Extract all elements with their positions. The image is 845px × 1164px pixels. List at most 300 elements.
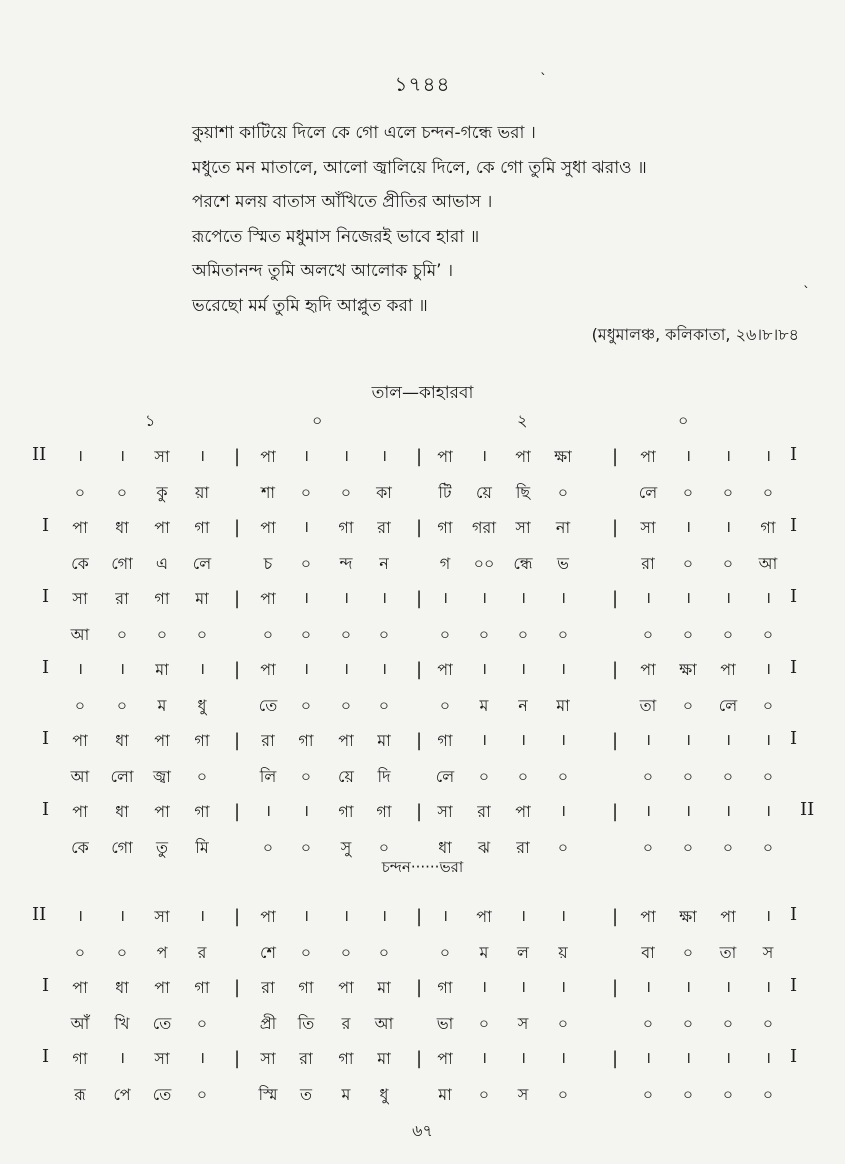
lyric-syllable: দি: [377, 767, 391, 786]
lyric-syllable: ০: [439, 625, 451, 644]
swara-note: ।: [118, 906, 126, 925]
lyric-syllable: ০: [74, 696, 86, 715]
swara-note: ।: [76, 446, 84, 465]
lyric-syllable: ০: [378, 838, 390, 857]
swara-note: ।: [380, 446, 388, 465]
lyric-line: অমিতানন্দ তুমি অলখে আলোক চুমি’ ।: [192, 261, 454, 281]
swara-note: না: [555, 518, 571, 537]
swara-note: মা: [155, 660, 169, 679]
bar-line-end: I: [790, 586, 798, 607]
vibhag-divider: |: [234, 588, 241, 609]
swara-note: রা: [299, 1049, 313, 1068]
notes-row: [0, 971, 845, 1007]
lyric-syllable: য়: [558, 943, 568, 962]
swara-note: গা: [437, 731, 453, 750]
lyric-syllable: ০: [340, 943, 352, 962]
swara-note: ।: [198, 906, 206, 925]
lyric-syllable: প: [156, 943, 168, 962]
swara-note: ।: [76, 906, 84, 925]
bar-line-end: I: [790, 728, 798, 749]
vibhag-divider: |: [612, 977, 619, 998]
swara-note: ।: [380, 588, 388, 607]
bar-line-end: I: [790, 444, 798, 465]
swara-note: সা: [154, 1049, 170, 1068]
lyric-syllable: ০: [557, 838, 569, 857]
swara-note: ।: [480, 730, 488, 749]
swara-note: পা: [72, 802, 88, 821]
bar-line-end: I: [790, 515, 798, 536]
lyric-syllable: রা: [516, 838, 530, 857]
swara-note: গা: [194, 978, 210, 997]
swara-note: গা: [437, 978, 453, 997]
lyric-syllable: কা: [376, 483, 392, 502]
swara-note: ।: [118, 1048, 126, 1067]
vibhag-divider: |: [416, 1048, 423, 1069]
lyric-syllable: গো: [111, 554, 133, 573]
lyric-syllable: ০: [478, 1014, 490, 1033]
swara-note: ।: [724, 446, 732, 465]
swara-note: ।: [342, 588, 350, 607]
swara-note: ।: [441, 906, 449, 925]
swara-note: ।: [302, 588, 310, 607]
bar-line-start: I: [42, 657, 50, 678]
lyric-syllable: সু: [340, 838, 352, 857]
swara-note: গা: [338, 518, 354, 537]
lyric-syllable: ০: [557, 767, 569, 786]
swara-note: ।: [302, 446, 310, 465]
lyric-syllable: ০: [74, 483, 86, 502]
lyric-syllable: ০: [300, 838, 312, 857]
lyric-syllable: ০: [682, 696, 694, 715]
stray-mark: `: [803, 285, 810, 301]
lyric-syllable: ০: [682, 554, 694, 573]
swara-note: ক্ষা: [679, 660, 697, 679]
bar-line-end: I: [790, 657, 798, 678]
lyric-syllable: ০: [557, 1085, 569, 1104]
swara-note: গা: [338, 802, 354, 821]
swara-note: গা: [298, 731, 314, 750]
swara-note: ।: [342, 906, 350, 925]
swara-note: পা: [640, 907, 656, 926]
vibhag-divider: |: [416, 517, 423, 538]
lyric-syllable: ছি: [515, 483, 531, 502]
lyric-syllable: ০: [682, 1014, 694, 1033]
swara-note: রা: [115, 589, 129, 608]
bar-line-start: I: [42, 515, 50, 536]
swara-note: ।: [380, 906, 388, 925]
swara-note: ।: [302, 801, 310, 820]
lyric-syllable: ত: [299, 1085, 312, 1104]
lyric-syllable: এ: [155, 554, 169, 573]
swara-note: ।: [302, 517, 310, 536]
swara-note: গা: [760, 518, 776, 537]
lyric-syllable: কে: [71, 838, 89, 857]
bar-line-start: II: [32, 444, 47, 465]
notes-row: [0, 795, 845, 831]
swara-note: ।: [559, 977, 567, 996]
swara-note: সা: [72, 589, 88, 608]
lyric-syllable: র: [197, 943, 207, 962]
swara-note: পা: [260, 589, 276, 608]
swara-note: ।: [764, 446, 772, 465]
beat-marker: ০: [312, 411, 323, 430]
lyric-syllable: গ: [439, 554, 451, 573]
swara-note: ।: [342, 659, 350, 678]
swara-note: পা: [476, 907, 492, 926]
vibhag-divider: |: [234, 446, 241, 467]
lyric-syllable: ০: [722, 838, 734, 857]
lyric-syllable: ম: [341, 1085, 351, 1104]
swara-note: ।: [684, 977, 692, 996]
swara-note: ।: [724, 730, 732, 749]
swara-note: পা: [338, 731, 354, 750]
swara-note: গা: [194, 518, 210, 537]
swara-note: পা: [72, 731, 88, 750]
swara-note: ।: [644, 730, 652, 749]
lyric-syllable: গো: [111, 838, 133, 857]
lyric-syllable: ০: [300, 483, 312, 502]
swara-note: গা: [376, 802, 392, 821]
lyric-syllable: ধু: [197, 696, 207, 715]
vibhag-divider: |: [612, 1048, 619, 1069]
beat-marker: ১: [145, 411, 156, 430]
bar-line-end: II: [800, 799, 815, 820]
bar-line-start: I: [42, 799, 50, 820]
swara-note: ।: [684, 801, 692, 820]
lyric-syllable: য়ে: [338, 767, 354, 786]
swara-note: পা: [437, 1049, 453, 1068]
page-header-number: ১৭৪৪: [394, 72, 451, 96]
lyric-line: পরশে মলয় বাতাস আঁখিতে প্রীতির আভাস ।: [192, 192, 493, 212]
lyric-syllable: ল: [517, 943, 529, 962]
lyric-syllable: ০: [642, 1014, 654, 1033]
vibhag-divider: |: [234, 801, 241, 822]
swara-note: ।: [519, 977, 527, 996]
lyric-syllable: পে: [113, 1085, 131, 1104]
swara-note: ।: [559, 730, 567, 749]
swara-note: ।: [198, 446, 206, 465]
swara-note: পা: [154, 518, 170, 537]
vibhag-divider: |: [416, 977, 423, 998]
swara-note: ।: [724, 801, 732, 820]
swara-note: ।: [764, 1048, 772, 1067]
swara-note: ।: [724, 588, 732, 607]
swara-note: ।: [380, 659, 388, 678]
swara-note: ।: [559, 659, 567, 678]
lyric-syllable: আ: [70, 767, 90, 786]
swara-note: ক্ষা: [679, 907, 697, 926]
lyric-syllable: ০: [682, 1085, 694, 1104]
swara-note: ।: [480, 977, 488, 996]
lyric-syllable: ভা: [436, 1014, 454, 1033]
bar-line-start: I: [42, 586, 50, 607]
swara-note: ।: [644, 588, 652, 607]
lyric-syllable: জ্বা: [153, 767, 171, 786]
lyric-syllable: চ: [263, 554, 273, 573]
swara-note: ধা: [115, 518, 129, 537]
lyric-syllable: আ: [70, 625, 90, 644]
lyric-line: কুয়াশা কাটিয়ে দিলে কে গো এলে চন্দন-গন্ধে ভরা ।: [192, 123, 536, 143]
swara-note: ধা: [115, 731, 129, 750]
lyric-syllable: ০: [340, 696, 352, 715]
swara-note: ।: [764, 906, 772, 925]
lyric-syllable: ০: [116, 625, 128, 644]
bar-line-end: I: [790, 975, 798, 996]
swara-note: সা: [154, 447, 170, 466]
lyric-syllable: ম: [157, 696, 167, 715]
swara-note: গা: [338, 1049, 354, 1068]
lyric-syllable: ০: [762, 767, 774, 786]
lyric-syllable: রা: [641, 554, 655, 573]
swara-note: ।: [724, 517, 732, 536]
lyric-syllable: ০: [478, 767, 490, 786]
lyric-syllable: ০: [642, 625, 654, 644]
lyric-syllable: ০: [642, 1085, 654, 1104]
lyric-syllable: স: [517, 1014, 529, 1033]
swara-note: ।: [480, 446, 488, 465]
bar-line-end: I: [790, 1046, 798, 1067]
lyric-syllable: মা: [438, 1085, 452, 1104]
vibhag-divider: |: [612, 906, 619, 927]
swara-note: মা: [377, 1049, 391, 1068]
swara-note: ধা: [115, 978, 129, 997]
swara-note: রা: [477, 802, 491, 821]
swara-note: গা: [194, 802, 210, 821]
lyric-syllable: ০: [682, 943, 694, 962]
lyric-syllable: ০: [439, 696, 451, 715]
swara-note: ।: [302, 906, 310, 925]
vibhag-divider: |: [416, 730, 423, 751]
vibhag-divider: |: [416, 446, 423, 467]
lyric-row: [0, 476, 845, 511]
song-lyrics: [192, 120, 752, 327]
swara-note: পা: [72, 978, 88, 997]
lyric-syllable: স্মি: [258, 1085, 278, 1104]
swara-note: পা: [437, 660, 453, 679]
vibhag-divider: |: [234, 659, 241, 680]
lyric-syllable: ০: [682, 625, 694, 644]
swara-note: ।: [480, 1048, 488, 1067]
lyric-syllable: ০: [642, 838, 654, 857]
lyric-syllable: ০: [722, 1085, 734, 1104]
lyric-syllable: লে: [435, 767, 455, 786]
swara-note: ।: [684, 588, 692, 607]
swara-note: গা: [154, 589, 170, 608]
swara-note: পা: [515, 802, 531, 821]
swara-note: ।: [764, 730, 772, 749]
lyric-syllable: ০: [722, 483, 734, 502]
lyric-syllable: ০০: [473, 554, 495, 573]
swara-note: ।: [559, 801, 567, 820]
swara-note: গা: [194, 731, 210, 750]
lyric-syllable: প্রী: [259, 1014, 277, 1033]
lyric-syllable: ধু: [379, 1085, 389, 1104]
swara-note: ।: [684, 446, 692, 465]
lyric-syllable: ন: [379, 554, 389, 573]
lyric-syllable: লো: [110, 767, 134, 786]
swara-note: ।: [764, 659, 772, 678]
swara-note: ।: [519, 730, 527, 749]
notes-row: [0, 582, 845, 618]
lyric-syllable: কু: [156, 483, 168, 502]
lyric-syllable: খি: [114, 1014, 130, 1033]
page-footer-number: ৬৭: [412, 1121, 433, 1140]
lyric-syllable: ০: [116, 483, 128, 502]
lyric-syllable: ০: [642, 767, 654, 786]
swara-note: ।: [342, 446, 350, 465]
swara-note: পা: [720, 660, 736, 679]
lyric-syllable: ০: [262, 838, 274, 857]
lyric-syllable: ঝ: [477, 838, 491, 857]
bar-line-end: I: [790, 904, 798, 925]
lyric-syllable: ০: [557, 1014, 569, 1033]
lyric-syllable: ০: [340, 625, 352, 644]
lyric-syllable: ০: [196, 1085, 208, 1104]
lyric-syllable: ০: [682, 483, 694, 502]
lyric-syllable: ম: [479, 943, 489, 962]
notes-row: [0, 724, 845, 760]
lyric-line: ভরেছো মর্ম তুমি হৃদি আপ্লুত করা ॥: [192, 295, 428, 316]
swara-note: গরা: [472, 518, 496, 537]
swara-note: ।: [644, 977, 652, 996]
tala-title: তাল—কাহারবা: [371, 383, 474, 403]
swara-note: ।: [519, 1048, 527, 1067]
lyric-syllable: ০: [116, 943, 128, 962]
swara-note: ।: [519, 588, 527, 607]
lyric-syllable: ০: [762, 1014, 774, 1033]
lyric-syllable: তু: [155, 838, 168, 857]
lyric-syllable: ০: [517, 767, 529, 786]
swara-note: ।: [441, 588, 449, 607]
swara-note: গা: [72, 1049, 88, 1068]
lyric-syllable: ০: [300, 696, 312, 715]
lyric-syllable: আঁ: [70, 1014, 90, 1033]
lyric-syllable: ন: [518, 696, 528, 715]
lyric-syllable: তি: [297, 1014, 315, 1033]
lyric-syllable: ০: [116, 696, 128, 715]
vibhag-divider: |: [416, 588, 423, 609]
lyric-syllable: তে: [258, 696, 278, 715]
lyric-syllable: মা: [556, 696, 570, 715]
swara-note: ।: [764, 801, 772, 820]
swara-note: ।: [264, 801, 272, 820]
swara-note: পা: [260, 660, 276, 679]
lyric-row: [0, 760, 845, 795]
swara-note: ।: [198, 1048, 206, 1067]
lyric-syllable: য়া: [194, 483, 210, 502]
lyric-syllable: ০: [300, 554, 312, 573]
bar-line-start: II: [32, 904, 47, 925]
lyric-syllable: মি: [195, 838, 209, 857]
lyric-syllable: লে: [638, 483, 658, 502]
lyric-syllable: ০: [300, 943, 312, 962]
lyric-syllable: ০: [722, 767, 734, 786]
swara-note: পা: [640, 660, 656, 679]
swara-note: সা: [260, 1049, 276, 1068]
lyric-syllable: ০: [762, 838, 774, 857]
swaralipi-notation: [0, 440, 845, 1113]
swara-note: ।: [480, 588, 488, 607]
swara-note: ।: [118, 659, 126, 678]
lyric-syllable: লে: [192, 554, 212, 573]
notes-row: [0, 440, 845, 476]
swara-note: পা: [154, 731, 170, 750]
lyric-syllable: কে: [71, 554, 89, 573]
lyric-syllable: ম: [479, 696, 489, 715]
lyric-syllable: লি: [259, 767, 277, 786]
lyric-syllable: ০: [74, 943, 86, 962]
swara-note: ।: [118, 446, 126, 465]
lyric-syllable: ০: [722, 625, 734, 644]
swara-note: ।: [724, 977, 732, 996]
lyric-syllable: র: [341, 1014, 351, 1033]
swara-note: পা: [260, 907, 276, 926]
swara-note: সা: [515, 518, 531, 537]
swara-note: পা: [154, 802, 170, 821]
vibhag-divider: |: [612, 801, 619, 822]
swara-note: পা: [260, 447, 276, 466]
swara-note: রা: [261, 731, 275, 750]
swara-note: পা: [260, 518, 276, 537]
swara-note: পা: [720, 907, 736, 926]
swara-note: পা: [515, 447, 531, 466]
swara-note: ।: [198, 659, 206, 678]
swara-note: ।: [684, 1048, 692, 1067]
swara-note: রা: [377, 518, 391, 537]
lyric-row: [0, 1007, 845, 1042]
lyric-syllable: ০: [196, 625, 208, 644]
swara-note: ।: [302, 659, 310, 678]
lyric-syllable: ০: [300, 625, 312, 644]
swara-note: মা: [195, 589, 209, 608]
vibhag-divider: |: [234, 517, 241, 538]
lyric-syllable: ০: [762, 625, 774, 644]
section-cue: চন্দন······ভরা: [381, 858, 464, 876]
notes-row: [0, 653, 845, 689]
lyric-syllable: ০: [682, 767, 694, 786]
swara-note: পা: [437, 447, 453, 466]
lyric-syllable: স: [517, 1085, 529, 1104]
swara-note: গা: [298, 978, 314, 997]
lyric-syllable: স: [762, 943, 774, 962]
lyric-syllable: ০: [722, 1014, 734, 1033]
swara-note: রা: [261, 978, 275, 997]
swara-note: ।: [480, 659, 488, 678]
notes-row: [0, 511, 845, 547]
swara-note: গা: [437, 518, 453, 537]
vibhag-divider: |: [416, 801, 423, 822]
vibhag-divider: |: [234, 977, 241, 998]
vibhag-divider: |: [612, 446, 619, 467]
swara-note: ।: [684, 730, 692, 749]
lyric-syllable: ০: [300, 767, 312, 786]
lyric-row: [0, 547, 845, 582]
swara-note: ।: [644, 801, 652, 820]
lyric-syllable: ০: [196, 767, 208, 786]
lyric-syllable: ০: [196, 1014, 208, 1033]
lyric-row: [0, 689, 845, 724]
notes-row: [0, 1042, 845, 1078]
swara-note: পা: [154, 978, 170, 997]
lyric-syllable: ০: [762, 1085, 774, 1104]
swara-note: ।: [559, 588, 567, 607]
lyric-syllable: বা: [641, 943, 655, 962]
lyric-row: [0, 618, 845, 653]
lyric-syllable: ০: [722, 554, 734, 573]
lyric-syllable: টি: [438, 483, 452, 502]
lyric-syllable: আ: [374, 1014, 394, 1033]
lyric-syllable: ০: [557, 483, 569, 502]
